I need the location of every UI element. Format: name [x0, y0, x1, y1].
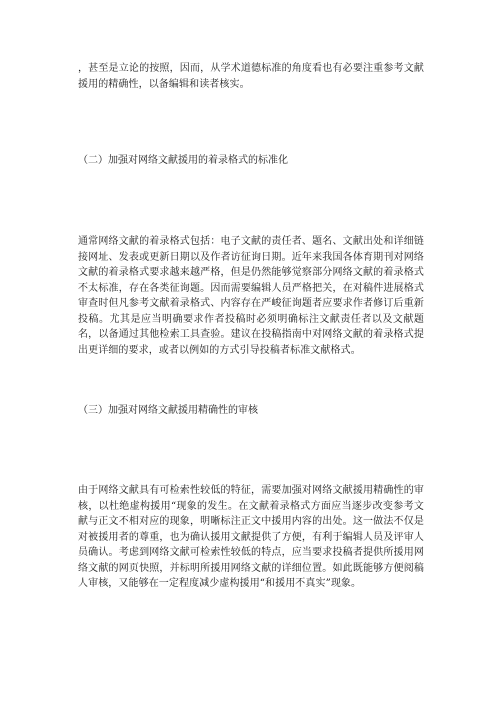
- paragraph-citation-format: 通常网络文献的着录格式包括：电子文献的责任者、题名、文献出处和详细链接网址、发表或更新日期以及作者访征询日期。近年来我国各体育期刊对网络文献的着录格式要求越来越严格，但是仍然能够觉察部分网络文献的着录格式不太标准，存在各类征询题。因而需要编辑人员严格把关，在对稿件进展格式审查时但凡参考文献着录格式、内容存在严峻征询题者应要求作者修订后重新投稿。尤其是应当明确要求作者投稿时必须明确标注文献责任者以及文献题名，以备通过其他检索工具查验。建议在投稿指南中对网络文献的着录格式提出更详细的要求，或者以例如的方式引导投稿者标准文献格式。: [78, 236, 424, 356]
- section-heading-3: （三）加强对网络文献援用精确性的审核: [78, 405, 258, 416]
- paragraph-citation-accuracy: ，甚至是立论的按照，因而，从学术道德标准的角度看也有必要注重参考文献援用的精确性，以备编辑和读者核实。: [78, 63, 424, 90]
- paragraph-citation-review: 由于网络文献具有可检索性较低的特征，需要加强对网络文献援用精确性的审核，以杜绝虚构援用“现象的发生。在文献着录格式方面应当逐步改变参考文献与正文不相对应的现象，明晰标注正文中援用内容的出处。这一做法不仅是对被援用者的尊重，也为确认援用文献提供了方便，有利于编辑人员及评审人员确认。考虑到网络文献可检索性较低的特点，应当要求投稿者提供所援用网络文献的网页快照，并标明所援用网络文献的详细位置。如此既能够方便阅稿人审核，又能够在一定程度减少虚构援用“和援用不真实”现象。: [78, 485, 424, 589]
- section-heading-2: （二）加强对网络文献援用的着录格式的标准化: [78, 155, 288, 166]
